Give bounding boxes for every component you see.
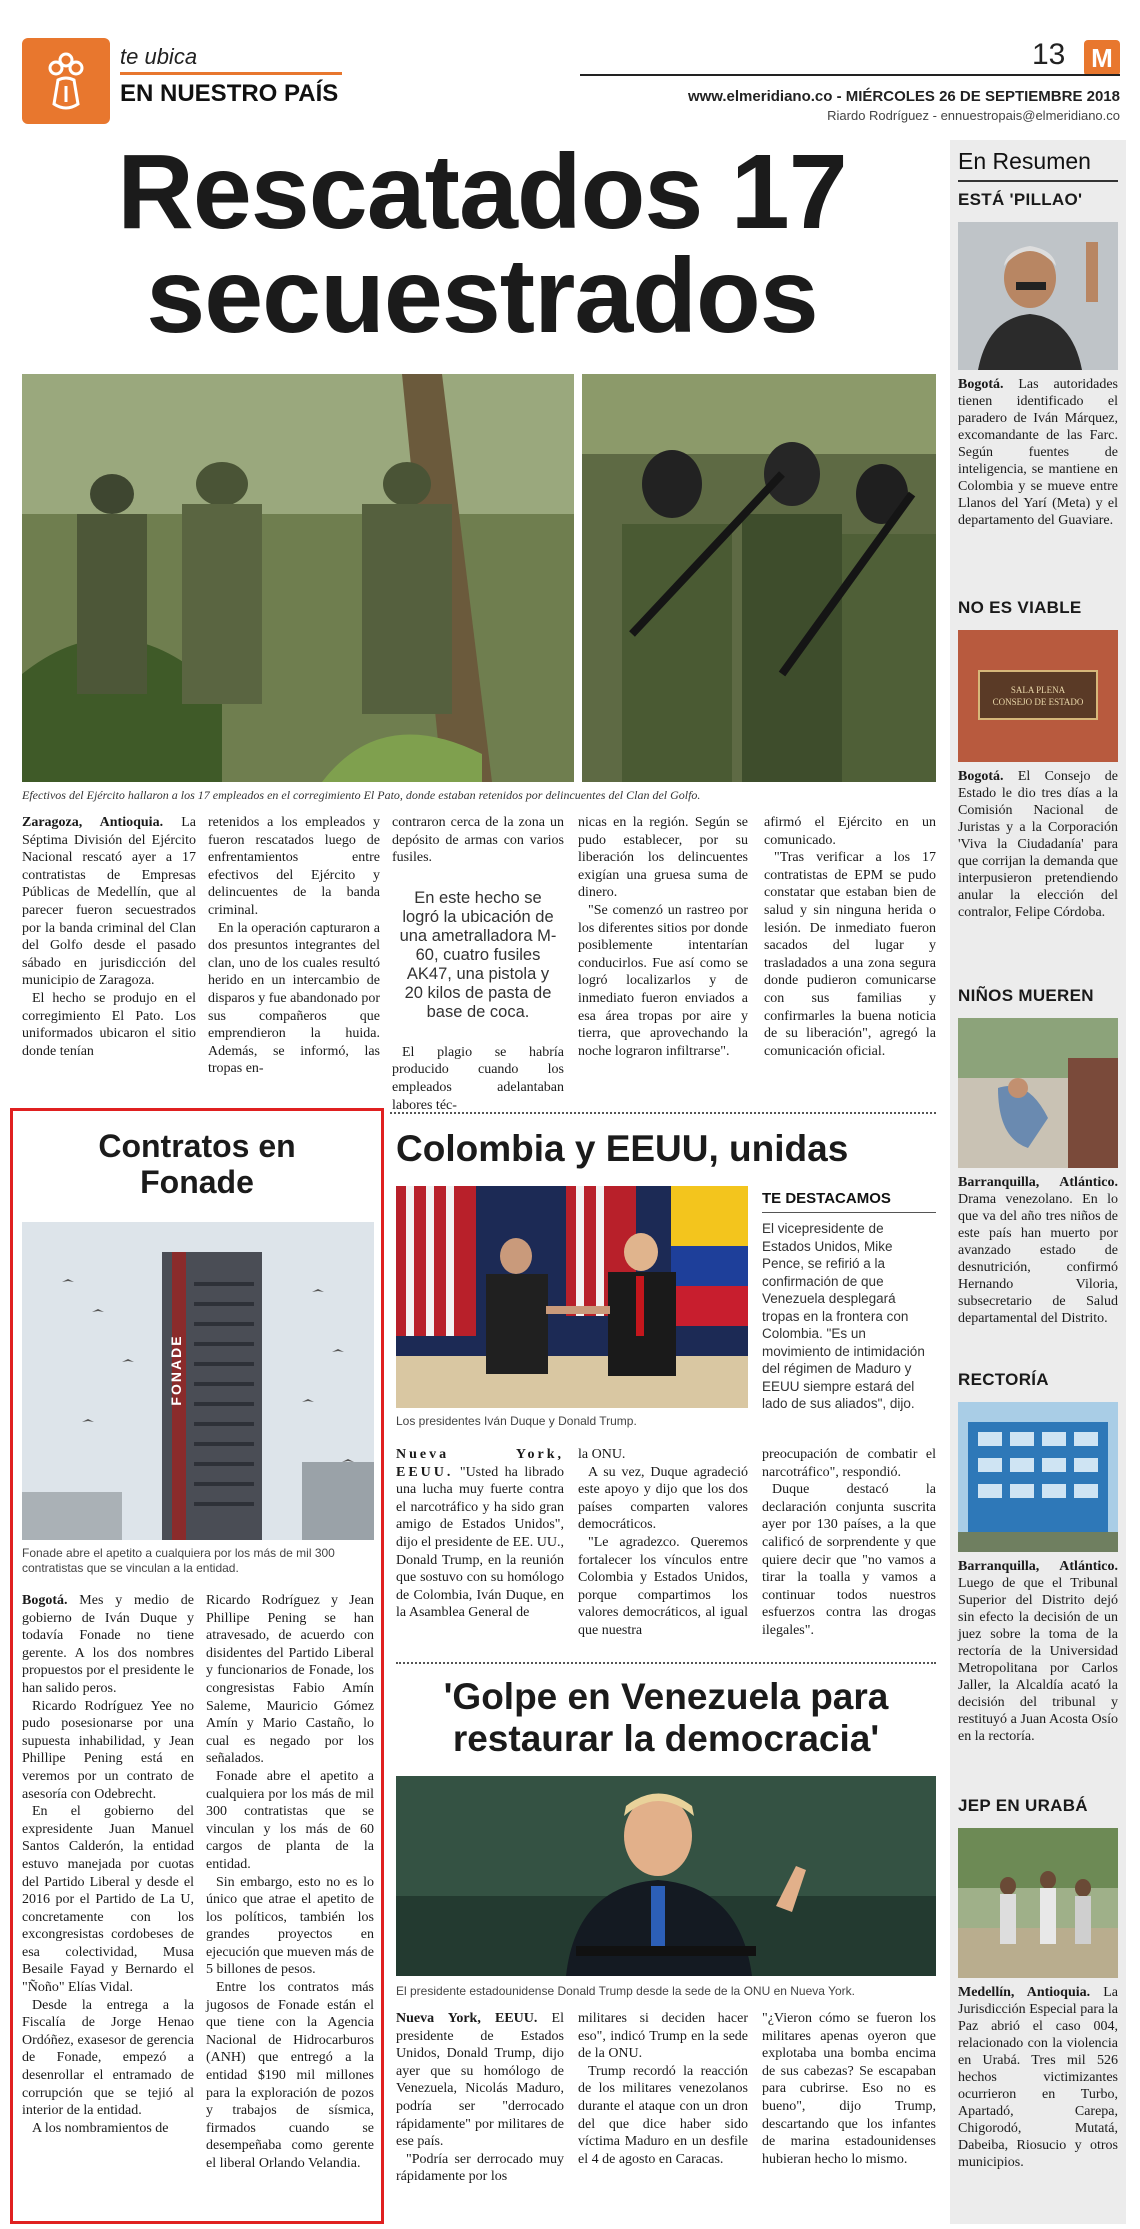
brand-badge (1084, 40, 1120, 76)
main-col-1 (22, 814, 196, 1060)
sidebar-head-jep: JEP EN URABÁ (958, 1796, 1088, 1815)
sidebar-body-pillao: Las autoridades tienen identificado el paradero de Iván Márquez, excomandante de las Farc. Según fuentes de inteligencia, se mantiene en Colombia y se mueve entre Llanos del Yarí (Meta) y el departamento del Guaviare. (958, 377, 1118, 528)
consejo-sign (978, 670, 1098, 720)
sidebar-title: En Resumen (958, 148, 1091, 174)
fonade-headline-line2: Fonade (140, 1164, 254, 1200)
fonade-col-1 (22, 1592, 194, 2137)
main-col-5 (764, 814, 936, 1060)
colombia-col2-p3: "Le agradezco. Queremos fortalecer los vínculos entre Colombia y Estados Unidos, porque compartimos los valores democráticos, al igual que nuestra (578, 1534, 748, 1638)
colombia-headline: Colombia y EEUU, unidas (396, 1128, 849, 1169)
soldiers-photo-left (22, 374, 574, 782)
colombia-col1-p1: "Usted ha librado una lucha muy fuerte contra el narcotráfico y ha sido gran amigo de Estados Unidos", dijo el presidente de EE. UU., Donald Trump, en la reunión que sostuvo con su homólogo de Colombia, Iván Duque, en la Asamblea General de (396, 1464, 564, 1621)
venezuela-col-1 (396, 2010, 564, 2186)
fonade-headline (22, 1128, 372, 1200)
main-col4-p1: nicas en la región. Según se pudo establecer, por su liberación los delincuentes exigían una gruesa suma de dinero. (578, 815, 748, 901)
sidebar-head-pillao: ESTÁ 'PILLAO' (958, 190, 1083, 209)
consejo-sign-line1: SALA PLENA (1010, 685, 1066, 695)
sidebar-head-ninos: NIÑOS MUEREN (958, 986, 1094, 1005)
pullquote: En este hecho se logró la ubicación de una ametralladora M-60, cuatro fusiles AK47, una pistola y 20 kilos de pasta de base de coca. (399, 888, 557, 1021)
section-logo (22, 38, 110, 124)
sidebar-text-jep (958, 1984, 1118, 2171)
fonade-col2-p3: Sin embargo, esto no es lo único que atrae el apetito de los políticos, también los grandes proyectos en ejecución que mueven más de 5 billones de pesos. (206, 1874, 374, 1978)
fonade-col1-p5: A los nombramientos de (32, 2120, 169, 2136)
duque-trump-photo (396, 1186, 748, 1408)
colombia-col2-p2: A su vez, Duque agradeció este apoyo y dijo que los dos países comparten valores democráticos. (578, 1464, 748, 1533)
main-col2-p2: En la operación capturaron a dos presuntos integrantes del clan, uno de los cuales resultó herido en un intercambio de disparos y fue abandonado por sus compañeros que emprendieron la huida. Además, se informó, las tropas en- (208, 920, 380, 1077)
main-col5-p1: afirmó el Ejército en un comunicado. (764, 815, 936, 848)
site-date: www.elmeridiano.co - MIÉRCOLES 26 DE SEPTIEMBRE 2018 (687, 88, 1120, 105)
fonade-col2-p4: Entre los contratos más jugosos de Fonade están el que tiene con la Agencia Nacional de Hidrocarburos (ANH) que entregó a la entidad $190 mil millones para la exploración de pozos y trabajos de sísmica, firmados cuando se desempeñaba como gerente el liberal Orlando Velandia. (206, 1980, 374, 2171)
sidebar-body-rectoria: Luego de que el Tribunal Superior del Distrito dejó sin efecto la decisión de un juez sobre la toma de la rectoría de la Universidad Metropolitana por Carlos Jaller, la Alcaldía acató la decisión del tribunal y restituyó a Juan Acosta Osío en la rectoría. (958, 1576, 1118, 1744)
highlight-rule (762, 1212, 936, 1213)
section-divider (390, 1112, 936, 1114)
page-number: 13 (1032, 38, 1066, 71)
colombia-caption: Los presidentes Iván Duque y Donald Trump. (396, 1414, 637, 1428)
ubica-icon (22, 38, 110, 124)
fonade-headline-line1: Contratos en (98, 1128, 296, 1164)
colombia-col-2 (578, 1446, 748, 1640)
venezuela-col1-p1: El presidente de Estados Unidos, Donald Trump, dijo ayer que su homólogo de Venezuela, Nicolás Maduro, podría ser "derrocado rápidamente" por militares de ese país. (396, 2011, 564, 2150)
venezuela-col2-p1: militares si deciden hacer eso", indicó Trump en la sede de la ONU. (578, 2011, 748, 2062)
main-photo-caption: Efectivos del Ejército hallaron a los 17 empleados en el corregimiento El Pato, donde estaban retenidos por delincuentes del Clan del Golfo. (22, 788, 701, 802)
venezuela-col-3 (762, 2010, 936, 2168)
main-col1-p2: El hecho se produjo en el corregimiento El Pato. Los uniformados ubicaron el sitio donde tenían (22, 990, 196, 1059)
sidebar-text-rectoria (958, 1558, 1118, 1745)
main-col-4 (578, 814, 748, 1060)
fonade-col1-p2: Ricardo Rodríguez Yee no pudo posesionarse por una supuesta inhabilidad, y Jean Phillipe Pening está en veremos por un contrato de asesoría con Odebrecht. (22, 1698, 194, 1802)
sidebar-text-viable (958, 768, 1118, 921)
colombia-col-3 (762, 1446, 936, 1640)
venezuela-col3-p1: "¿Vieron cómo se fueron los militares apenas oyeron que explotaba una bomba encima de sus cabezas? Se escapaban para cubrirse. Eso no es bueno", dijo Trump, descartando que los infantes de marina estadounidenses hubieran hecho lo mismo. (762, 2011, 936, 2167)
fonade-building-photo (22, 1222, 374, 1540)
consejo-photo (958, 630, 1118, 762)
marquez-photo (958, 222, 1118, 370)
section-small-label: te ubica (120, 44, 198, 69)
colombia-col3-p1: preocupación de combatir el narcotráfico", respondió. (762, 1447, 936, 1480)
colombia-dateline: Nueva York, EEUU. (396, 1447, 564, 1480)
header-rule (580, 74, 1120, 76)
main-headline-line1: Rescatados 17 (117, 133, 847, 251)
sidebar-dateline-pillao: Bogotá. (958, 377, 1004, 392)
section-underline (120, 72, 342, 75)
main-col4-p2: "Se comenzó un rastreo por los diferentes sitios por donde posiblemente intentarían conducirlos. Fue así como se logró localizarlos y de inmediato fueron enviados a esa área tropas por aire y tierra, que aprovechando la noche lograron infiltrarse". (578, 902, 748, 1059)
colombia-col3-p2: Duque destacó la declaración conjunta suscrita ayer por 130 países, a la que calificó de sorprendente y que quiere decir que "no vamos a tirar la toalla y vamos a continuar todos nuestros esfuerzos contra las drogas ilegales". (762, 1482, 936, 1638)
sidebar-head-rectoria: RECTORÍA (958, 1370, 1049, 1389)
trump-un-photo (396, 1776, 936, 1976)
venezuela-headline-line1: 'Golpe en Venezuela para (443, 1676, 889, 1717)
main-col2-p1: retenidos a los empleados y fueron rescatados luego de enfrentamientos entre efectivos del Ejército y delincuentes de la banda criminal. (208, 815, 380, 918)
main-col3-p1: contraron cerca de la zona un depósito de armas con varios fusiles. (392, 815, 564, 866)
venezuela-col-2 (578, 2010, 748, 2168)
main-col5-p2: "Tras verificar a los 17 contratistas de EPM se pudo constatar que estaban bien de salud y sin ninguna herida o lesión. De inmediato fueron sacados del lugar y trasladados a una zona segura donde pudieron comunicarse con sus familias y confirmarles la buena noticia de su liberación", agregó la comunicación oficial. (764, 850, 936, 1059)
fonade-dateline: Bogotá. (22, 1593, 68, 1608)
venezuela-col2-p2: Trump recordó la reacción de los militares venezolanos durante el ataque con un dron del que dice haber sido víctima Maduro en un desfile el 4 de agosto en Caracas. (578, 2063, 748, 2167)
fonade-col2-p2: Fonade abre el apetito a cualquiera por los más de mil 300 contratistas que se vinculan y los más de 60 cargos de planta de la entidad. (206, 1768, 374, 1872)
sidebar-body-viable: El Consejo de Estado le dio tres días a la Comisión Nacional de Juristas y a la Corporación 'Viva la Ciudadanía' para que corrijan la demanda que interpusieron pretendiendo anular la elección del contralor, Felipe Córdoba. (958, 769, 1118, 920)
sidebar-text-ninos (958, 1174, 1118, 1327)
author-email: Riardo Rodríguez - ennuestropais@elmeridiano.co (827, 108, 1120, 123)
main-headline-line2: secuestrados (146, 237, 818, 355)
soldiers-photo-right (582, 374, 936, 782)
main-col1-p1: La Séptima División del Ejército Nacional rescató ayer a 17 contratistas de Empresas Públicas de Medellín, que al parecer fueron secuestrados por la banda criminal del Clan del Golfo desde el pasado sábado en jurisdicción del municipio de Zaragoza. (22, 815, 197, 989)
main-col3-p2: El plagio se habría producido cuando los empleados adelantaban labores téc- (392, 1044, 564, 1113)
sidebar-dateline-jep: Medellín, Antioquia. (958, 1985, 1091, 2000)
venezuela-headline-line2: restaurar la democracia' (452, 1718, 880, 1759)
fonade-col1-p1: Mes y medio de gobierno de Iván Duque y todavía Fonade no tiene gerente. A los dos nombres propuestos por el presidente le han salido peros. (22, 1593, 194, 1696)
sidebar (950, 140, 1126, 2224)
rectoria-photo (958, 1402, 1118, 1552)
fonade-col1-p3: En el gobierno del expresidente Juan Manuel Santos Calderón, la entidad estuvo manejada por cuotas del Partido Liberal y desde el 2016 por el Partido de La U, concretamente con los excongresistas cordobeses de esa colectividad, Musa Besaile Fayad y Bernardo el "Ñoño" Elías Vidal. (22, 1804, 194, 1996)
sidebar-dateline-viable: Bogotá. (958, 769, 1004, 784)
consejo-sign-line2: CONSEJO DE ESTADO (992, 697, 1084, 707)
brand-letter: M (1091, 43, 1113, 73)
main-dateline: Zaragoza, Antioquia. (22, 815, 164, 830)
fonade-col1-p4: Desde la entrega a la Fiscalía de Jorge Henao Ordóñez, exasesor de gerencia de Fonade, empezó a desenrollar el entramado de corrupción que se tejió al interior de la entidad. (22, 1997, 194, 2119)
fonade-building-sign: FONADE (168, 1334, 184, 1406)
sidebar-text-pillao (958, 376, 1118, 529)
sidebar-dateline-rectoria: Barranquilla, Atlántico. (958, 1559, 1118, 1574)
sidebar-dateline-ninos: Barranquilla, Atlántico. (958, 1175, 1118, 1190)
sidebar-title-rule (958, 180, 1118, 182)
main-headline (22, 133, 942, 355)
fonade-col2-p1: Ricardo Rodríguez y Jean Phillipe Pening se han atravesado, de acuerdo con disidentes del Partido Liberal y funcionarios de Fonade, los congresistas Fabio Amín Saleme, Mauricio Gómez Amín y Mario Castaño, lo cual es negado por los señalados. (206, 1593, 374, 1767)
jep-photo (958, 1828, 1118, 1978)
venezuela-dateline: Nueva York, EEUU. (396, 2011, 538, 2026)
colombia-col2-p1: la ONU. (578, 1447, 626, 1462)
section-divider-2 (396, 1662, 936, 1664)
sidebar-body-jep: La Jurisdicción Especial para la Paz abrió el caso 004, relacionado con la violencia en Urabá. Tres mil 526 hechos victimizantes ocurrieron en Turbo, Apartadó, Carepa, Chigorodó, Mutatá, Dabeiba, Riosucio y otros municipios. (958, 1985, 1118, 2170)
venezuela-caption: El presidente estadounidense Donald Trump desde la sede de la ONU en Nueva York. (396, 1984, 855, 1998)
section-big-label: EN NUESTRO PAÍS (120, 80, 339, 107)
main-col-3 (392, 814, 564, 1114)
venezuela-headline (396, 1676, 936, 1760)
highlight-text: El vicepresidente de Estados Unidos, Mike Pence, se refirió a la confirmación de que Venezuela desplegará tropas en la frontera con Colombia. "Es un movimiento de intimidación del régimen de Maduro y EEUU siempre estará del lado de sus aliados", dijo. (762, 1221, 925, 1411)
sidebar-head-viable: NO ES VIABLE (958, 598, 1082, 617)
fonade-caption: Fonade abre el apetito a cualquiera por los más de mil 300 contratistas que se vinculan a la entidad. (22, 1546, 335, 1575)
fonade-col-2 (206, 1592, 374, 2173)
venezuela-col1-p2: "Podría ser derrocado muy rápidamente por los (396, 2151, 564, 2185)
ninos-photo (958, 1018, 1118, 1168)
colombia-col-1 (396, 1446, 564, 1622)
main-col-2 (208, 814, 380, 1078)
highlight-title: TE DESTACAMOS (762, 1190, 891, 1207)
sidebar-body-ninos: Drama venezolano. En lo que va del año tres niños de este país han muerto por avanzado estado de desnutrición, confirmó Hernando Viloria, subsecretario de Salud departamental del Distrito. (958, 1192, 1118, 1326)
